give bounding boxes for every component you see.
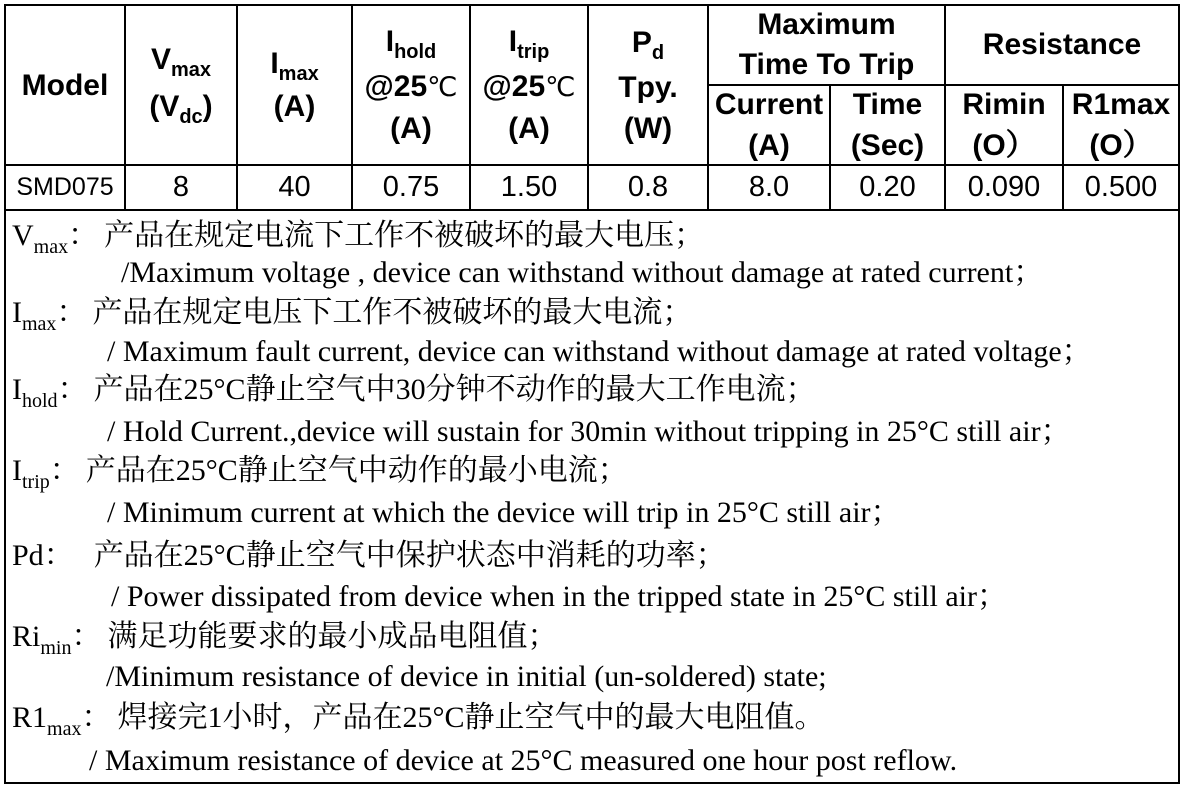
note-vmax-chinese: 产品在规定电流下工作不被破坏的最大电压； <box>104 219 705 252</box>
note-ihold-separator: ： <box>57 373 88 406</box>
header-max-time-to-trip <box>709 6 944 84</box>
definitions-notes <box>6 211 1178 782</box>
header-ihold-condition-unit: ℃ <box>427 72 458 103</box>
header-ihold-subscript: hold <box>394 41 437 63</box>
note-rimin-definition <box>12 617 557 657</box>
header-trip-time-label: Time <box>852 88 923 121</box>
note-rimin-chinese: 满足功能要求的最小成品电阻值； <box>107 620 558 653</box>
note-itrip-symbol: I <box>12 454 22 487</box>
header-ihold-unit: (A) <box>390 112 432 145</box>
header-ihold-condition-value: @25 <box>364 70 428 103</box>
header-itrip-condition-value: @25 <box>482 70 546 103</box>
note-imax-separator: ： <box>56 296 87 329</box>
note-ihold-chinese: 产品在25°C静止空气中30分钟不动作的最大工作电流； <box>93 373 816 406</box>
header-trip-time <box>831 86 944 164</box>
cell-imax-value: 40 <box>278 171 311 203</box>
note-imax-chinese: 产品在规定电压下工作不被破坏的最大电流； <box>92 296 693 329</box>
table-border-bottom <box>4 782 1180 784</box>
note-ihold-subscript: hold <box>22 390 58 412</box>
header-pd-symbol <box>632 22 664 67</box>
cell-ihold-value: 0.75 <box>382 171 440 203</box>
note-rimin-symbol: Ri <box>12 620 41 653</box>
note-itrip-separator: ： <box>49 454 80 487</box>
header-model <box>6 6 124 164</box>
header-trip-current-unit: (A) <box>748 129 790 162</box>
note-vmax-definition <box>12 216 704 256</box>
cell-itrip-value: 1.50 <box>500 171 558 203</box>
header-imax <box>238 6 351 164</box>
note-r1max-separator: ： <box>81 701 112 734</box>
header-pd-base: P <box>631 25 652 59</box>
cell-vmax-value: 8 <box>172 171 190 203</box>
header-vmax-symbol <box>151 38 211 85</box>
note-ihold-symbol: I <box>12 373 22 406</box>
note-r1max-chinese: 焊接完1小时，产品在25°C静止空气中的最大电阻值。 <box>117 701 825 734</box>
header-vmax-unit <box>149 85 212 132</box>
note-pd-definition <box>12 536 726 576</box>
cell-pd-value: 0.8 <box>627 171 669 203</box>
note-ihold-english: / Hold Current.,device will sustain for 30min without tripping in 25°C still air； <box>107 415 1071 448</box>
header-itrip-subscript: trip <box>517 41 550 63</box>
note-ihold-definition <box>12 370 816 410</box>
header-imax-symbol <box>270 44 318 87</box>
header-ihold <box>353 6 469 164</box>
note-imax-english: / Maximum fault current, device can withstand without damage at rated voltage； <box>107 335 1092 368</box>
header-vmax <box>126 6 236 164</box>
header-imax-base: I <box>270 47 279 80</box>
header-imax-unit: (A) <box>273 90 316 123</box>
header-pd <box>589 6 707 164</box>
note-r1max-definition <box>12 698 824 738</box>
header-pd-unit: (W) <box>623 111 673 145</box>
note-imax-symbol: I <box>12 296 22 329</box>
header-pd-note: Tpy. <box>618 70 678 104</box>
note-vmax-subscript: max <box>33 236 69 258</box>
table-border-right <box>1178 4 1180 784</box>
header-rimin <box>946 86 1062 164</box>
cell-trip-current-value: 8.0 <box>748 171 790 203</box>
note-vmax-separator: ： <box>68 219 99 252</box>
cell-model-value: SMD075 <box>16 173 114 201</box>
cell-rimin-value: 0.090 <box>967 171 1041 203</box>
note-r1max-symbol: R1 <box>12 701 48 734</box>
header-rimin-unit: (O） <box>972 129 1036 162</box>
note-vmax-symbol: V <box>12 219 34 252</box>
note-vmax-english: /Maximum voltage , device can withstand without damage at rated current； <box>121 256 1044 289</box>
header-vmax-subscript: max <box>170 59 212 81</box>
note-pd-english: / Power dissipated from device when in the tripped state in 25°C still air； <box>111 580 1007 613</box>
header-vmax-unit-close: ) <box>202 90 213 123</box>
header-trip-current-label: Current <box>714 88 824 121</box>
header-r1max-unit: (O） <box>1089 129 1153 162</box>
header-ihold-symbol <box>386 21 437 66</box>
header-vmax-unit-open: (V <box>149 90 180 123</box>
header-rimin-label: Rimin <box>962 88 1046 121</box>
note-r1max-subscript: max <box>47 718 82 740</box>
note-pd-separator: ： <box>43 539 74 572</box>
header-resistance <box>946 6 1178 84</box>
header-itrip-symbol <box>509 21 550 66</box>
header-model-label: Model <box>21 68 109 102</box>
header-resistance-label: Resistance <box>982 28 1142 61</box>
header-itrip-condition-unit: ℃ <box>545 72 576 103</box>
header-itrip-base: I <box>508 25 518 58</box>
note-rimin-separator: ： <box>71 620 102 653</box>
header-max-time-to-trip-line1: Maximum <box>757 8 896 41</box>
note-imax-subscript: max <box>22 313 57 335</box>
note-itrip-english: / Minimum current at which the device will trip in 25°C still air； <box>107 496 901 529</box>
header-vmax-unit-subscript: dc <box>179 106 203 128</box>
header-r1max-label: R1max <box>1071 88 1171 121</box>
header-r1max <box>1064 86 1178 164</box>
note-pd-chinese: 产品在25°C静止空气中保护状态中消耗的功率； <box>93 539 726 572</box>
note-rimin-subscript: min <box>40 637 72 659</box>
header-imax-subscript: max <box>278 63 319 85</box>
note-rimin-english: /Minimum resistance of device in initial (un-soldered) state; <box>106 660 827 693</box>
header-trip-time-unit: (Sec) <box>850 129 925 162</box>
note-pd-symbol: Pd <box>12 539 44 572</box>
note-itrip-chinese: 产品在25°C静止空气中动作的最小电流； <box>85 454 628 487</box>
cell-r1max-value: 0.500 <box>1084 171 1158 203</box>
note-itrip-definition <box>12 451 628 491</box>
header-max-time-to-trip-line2: Time To Trip <box>738 48 915 81</box>
cell-trip-time-value: 0.20 <box>859 171 916 203</box>
header-itrip-unit: (A) <box>508 112 550 145</box>
header-trip-current <box>709 86 829 164</box>
note-itrip-subscript: trip <box>22 471 50 493</box>
note-r1max-english: / Maximum resistance of device at 25°C measured one hour post reflow. <box>89 744 958 777</box>
header-vmax-base: V <box>150 43 171 76</box>
note-imax-definition <box>12 293 692 333</box>
header-ihold-base: I <box>385 25 395 58</box>
header-itrip <box>471 6 587 164</box>
header-pd-subscript: d <box>651 41 665 64</box>
